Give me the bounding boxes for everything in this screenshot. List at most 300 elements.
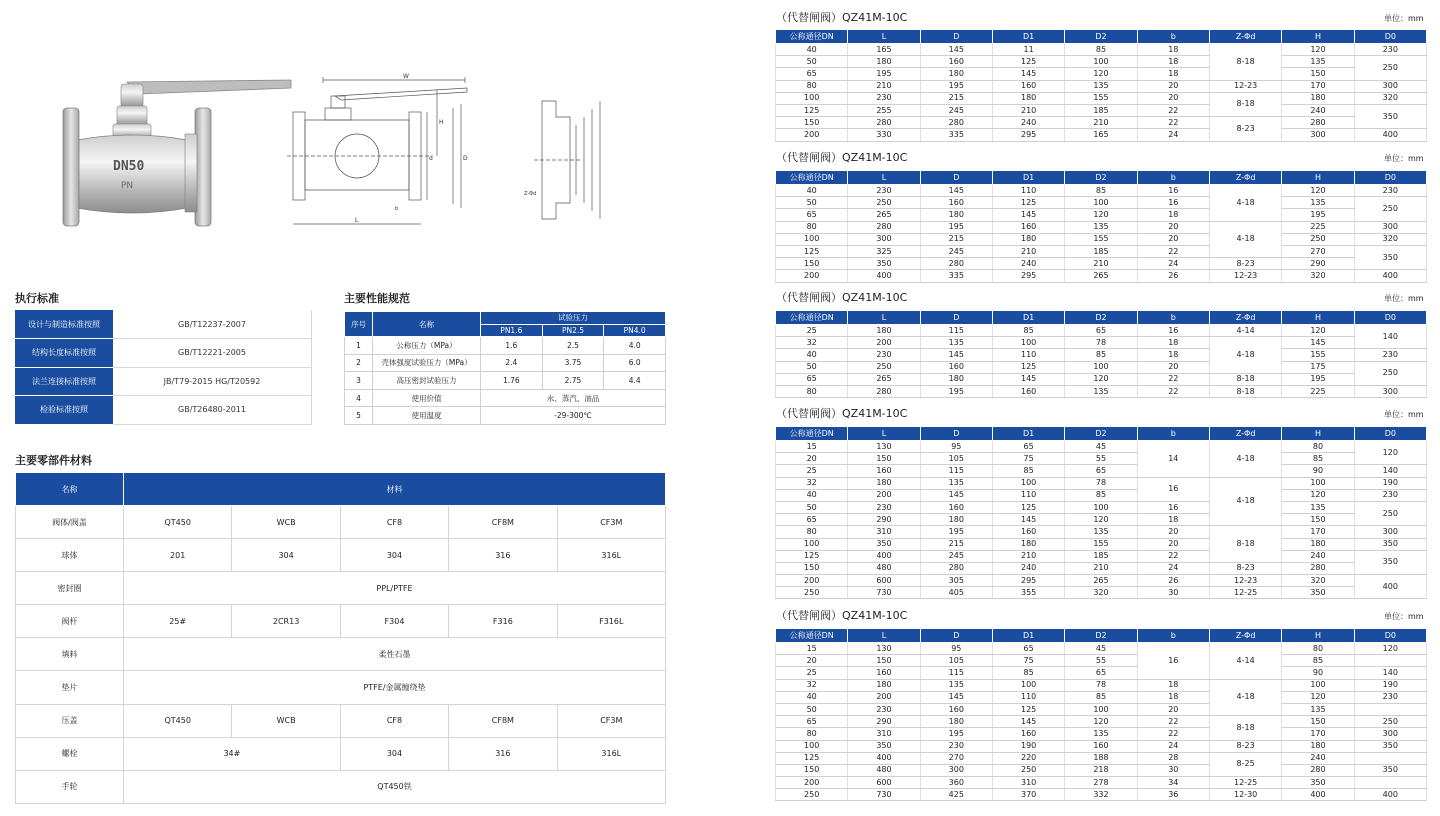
- dim-cell: 150: [848, 453, 920, 465]
- dim-cell: 160: [920, 361, 992, 373]
- dim-cell: 100: [1065, 361, 1137, 373]
- dim-header: 公称通径DN: [776, 311, 848, 325]
- dim-cell: 300: [1282, 129, 1354, 141]
- dim-cell: 185: [1065, 104, 1137, 116]
- dim-cell: 11: [992, 44, 1064, 56]
- material-value: WCB: [232, 704, 340, 737]
- dim-cell: 8-23: [1209, 117, 1281, 141]
- dim-cell: 32: [776, 477, 848, 489]
- dim-table-unit: 单位：mm: [1384, 612, 1424, 621]
- material-value: F304: [340, 605, 448, 638]
- dim-cell: 145: [920, 349, 992, 361]
- dim-cell: 120: [1282, 44, 1354, 56]
- dim-cell: 120: [1065, 716, 1137, 728]
- dim-cell: 300: [1354, 385, 1426, 397]
- dim-header: Z-Φd: [1209, 171, 1281, 185]
- dim-cell: 16: [1137, 477, 1209, 501]
- dim-cell: 85: [1282, 453, 1354, 465]
- svg-text:D: D: [463, 155, 468, 162]
- dim-cell: 145: [1282, 337, 1354, 349]
- material-value: CF3M: [557, 704, 665, 737]
- dim-cell: 135: [1065, 80, 1137, 92]
- dim-cell: 4-18: [1209, 337, 1281, 374]
- dim-cell: 135: [1282, 197, 1354, 209]
- dim-cell: 85: [992, 667, 1064, 679]
- dim-cell: 150: [848, 655, 920, 667]
- standards-row: [15, 339, 312, 368]
- perf-name: 使用温度: [373, 407, 481, 425]
- dim-cell: 135: [1065, 221, 1137, 233]
- dim-cell: 85: [1065, 691, 1137, 703]
- dim-cell: 90: [1282, 667, 1354, 679]
- dim-cell: 180: [920, 373, 992, 385]
- dim-cell: 400: [1282, 789, 1354, 801]
- dim-cell: 215: [920, 233, 992, 245]
- dim-cell: 100: [776, 233, 848, 245]
- dim-cell: 130: [848, 441, 920, 453]
- material-value: 柔性石墨: [124, 638, 666, 671]
- dim-cell: 195: [920, 221, 992, 233]
- dim-cell: 100: [1065, 703, 1137, 715]
- dim-header: D: [920, 311, 992, 325]
- dim-cell: 120: [1354, 643, 1426, 655]
- dim-row: [776, 197, 1427, 209]
- dim-cell: 16: [1137, 501, 1209, 513]
- dim-cell: 255: [848, 104, 920, 116]
- dim-cell: 32: [776, 679, 848, 691]
- dim-header: D: [920, 629, 992, 643]
- dim-cell: 350: [1282, 777, 1354, 789]
- dim-cell: 130: [848, 643, 920, 655]
- dim-cell: 20: [1137, 221, 1209, 233]
- dim-cell: 85: [1065, 44, 1137, 56]
- dim-cell: 195: [920, 385, 992, 397]
- dim-row: [776, 465, 1427, 477]
- dim-cell: 18: [1137, 44, 1209, 56]
- material-part-name: 密封圈: [16, 572, 124, 605]
- dim-cell: 200: [848, 691, 920, 703]
- dim-cell: 22: [1137, 117, 1209, 129]
- svg-text:Z-Φd: Z-Φd: [524, 191, 537, 197]
- dim-cell: 110: [992, 185, 1064, 197]
- dim-cell: 335: [920, 270, 992, 282]
- material-row: [16, 770, 666, 803]
- dim-cell: 8-18: [1209, 385, 1281, 397]
- dim-row: [776, 209, 1427, 221]
- perf-value: -29-300℃: [481, 407, 666, 425]
- dim-cell: 18: [1137, 56, 1209, 68]
- dim-table-title: （代替闸阀）QZ41M-10C: [776, 609, 908, 622]
- dim-cell: 36: [1137, 789, 1209, 801]
- dim-row: [776, 325, 1427, 337]
- dim-cell: 320: [1354, 92, 1426, 104]
- dim-cell: 175: [1282, 361, 1354, 373]
- dim-cell: 250: [776, 587, 848, 599]
- dim-cell: 100: [1065, 56, 1137, 68]
- dim-header: H: [1282, 629, 1354, 643]
- material-value: QT450: [124, 506, 232, 539]
- perf-value: 1.76: [481, 372, 543, 390]
- dim-cell: 350: [1354, 104, 1426, 128]
- dim-cell: 250: [992, 764, 1064, 776]
- dim-header: D0: [1354, 629, 1426, 643]
- material-value: 316L: [557, 539, 665, 572]
- dim-header: b: [1137, 629, 1209, 643]
- perf-header-no: 序号: [345, 312, 373, 337]
- dim-cell: 120: [1282, 325, 1354, 337]
- dim-cell: 215: [920, 92, 992, 104]
- dim-row: [776, 68, 1427, 80]
- dim-table-title: （代替闸阀）QZ41M-10C: [776, 291, 908, 304]
- dim-cell: 22: [1137, 550, 1209, 562]
- dim-cell: 155: [1065, 92, 1137, 104]
- dim-cell: 28: [1137, 752, 1209, 764]
- dim-row: [776, 245, 1427, 257]
- material-row: [16, 572, 666, 605]
- dim-cell: 170: [1282, 526, 1354, 538]
- dim-cell: 100: [1282, 679, 1354, 691]
- dim-cell: 115: [920, 325, 992, 337]
- dim-cell: 65: [776, 68, 848, 80]
- dim-cell: 115: [920, 465, 992, 477]
- dim-cell: 18: [1137, 691, 1209, 703]
- performance-row: [345, 407, 666, 425]
- material-value: F316L: [557, 605, 665, 638]
- dim-cell: 24: [1137, 740, 1209, 752]
- dim-cell: 120: [1282, 185, 1354, 197]
- dim-cell: 400: [1354, 575, 1426, 599]
- material-value: 304: [340, 539, 448, 572]
- dim-row: [776, 514, 1427, 526]
- dim-cell: 18: [1137, 679, 1209, 691]
- dim-cell: 240: [992, 117, 1064, 129]
- dim-cell: 135: [920, 679, 992, 691]
- dim-row: [776, 643, 1427, 655]
- dim-header: H: [1282, 30, 1354, 44]
- material-value: 2CR13: [232, 605, 340, 638]
- dim-cell: 332: [1065, 789, 1137, 801]
- dim-cell: 400: [848, 270, 920, 282]
- dim-cell: 245: [920, 245, 992, 257]
- perf-name: 公称压力（MPa）: [373, 337, 481, 355]
- dim-cell: 65: [1065, 667, 1137, 679]
- dim-cell: 145: [992, 514, 1064, 526]
- dim-cell: 320: [1354, 233, 1426, 245]
- dim-cell: 185: [1065, 245, 1137, 257]
- dim-cell: [1354, 703, 1426, 715]
- dim-cell: 140: [1354, 465, 1426, 477]
- dim-cell: 115: [920, 667, 992, 679]
- dim-cell: 280: [920, 562, 992, 574]
- perf-no: 3: [345, 372, 373, 390]
- dim-cell: 245: [920, 550, 992, 562]
- dim-cell: 8-18: [1209, 92, 1281, 116]
- dim-cell: 280: [1282, 562, 1354, 574]
- dim-cell: 80: [776, 385, 848, 397]
- dim-cell: 160: [992, 385, 1064, 397]
- dim-cell: 160: [920, 501, 992, 513]
- dim-cell: 320: [1065, 587, 1137, 599]
- dim-cell: 150: [1282, 514, 1354, 526]
- dim-header: L: [848, 427, 920, 441]
- dim-cell: 8-18: [1209, 526, 1281, 563]
- dim-cell: 310: [992, 777, 1064, 789]
- dim-header: 公称通径DN: [776, 427, 848, 441]
- dim-cell: 100: [1282, 477, 1354, 489]
- dim-cell: 200: [776, 270, 848, 282]
- dim-cell: 18: [1137, 68, 1209, 80]
- dim-cell: 100: [992, 679, 1064, 691]
- material-part-name: 垫片: [16, 671, 124, 704]
- dim-cell: 155: [1065, 233, 1137, 245]
- dim-header: L: [848, 311, 920, 325]
- dim-cell: 180: [992, 233, 1064, 245]
- dim-cell: 26: [1137, 270, 1209, 282]
- dim-cell: 160: [920, 197, 992, 209]
- dim-cell: 8-18: [1209, 44, 1281, 81]
- dim-row: [776, 221, 1427, 233]
- dim-header: D2: [1065, 311, 1137, 325]
- material-value: 304: [232, 539, 340, 572]
- dim-cell: 85: [1065, 489, 1137, 501]
- dim-cell: 195: [1282, 373, 1354, 385]
- dim-cell: 12-25: [1209, 587, 1281, 599]
- dim-cell: 125: [776, 752, 848, 764]
- dim-cell: 95: [920, 643, 992, 655]
- material-value: 25#: [124, 605, 232, 638]
- dim-cell: 18: [1137, 514, 1209, 526]
- performance-row: [345, 372, 666, 390]
- dim-row: [776, 655, 1427, 667]
- dim-cell: 85: [1282, 655, 1354, 667]
- dim-table-unit: 单位：mm: [1384, 154, 1424, 163]
- dim-cell: 22: [1137, 728, 1209, 740]
- dim-header: L: [848, 30, 920, 44]
- dim-header: D2: [1065, 171, 1137, 185]
- dim-cell: 370: [992, 789, 1064, 801]
- dim-cell: 280: [1282, 117, 1354, 129]
- dim-cell: 120: [1282, 489, 1354, 501]
- dim-cell: 210: [848, 80, 920, 92]
- dim-cell: 50: [776, 56, 848, 68]
- material-value: CF8M: [449, 506, 557, 539]
- dim-cell: 160: [1065, 740, 1137, 752]
- dim-row: [776, 764, 1427, 776]
- dim-cell: 200: [848, 489, 920, 501]
- perf-value: 2.5: [542, 337, 604, 355]
- dim-cell: 125: [776, 104, 848, 116]
- dim-cell: 210: [1065, 258, 1137, 270]
- dim-cell: 425: [920, 789, 992, 801]
- standard-value: GB/T26480-2011: [113, 396, 312, 425]
- material-row: [16, 539, 666, 572]
- dim-cell: 25: [776, 325, 848, 337]
- dim-cell: 20: [1137, 538, 1209, 550]
- dim-cell: 405: [920, 587, 992, 599]
- performance-row: [345, 354, 666, 372]
- dim-row: [776, 777, 1427, 789]
- dim-header: b: [1137, 311, 1209, 325]
- dim-cell: 150: [776, 562, 848, 574]
- flange-side-drawing: [520, 95, 620, 225]
- perf-value: 4.4: [604, 372, 666, 390]
- dim-row: [776, 703, 1427, 715]
- perf-no: 1: [345, 337, 373, 355]
- dim-cell: 18: [1137, 209, 1209, 221]
- material-row: [16, 737, 666, 770]
- dim-cell: 300: [920, 764, 992, 776]
- dim-cell: 180: [920, 209, 992, 221]
- dim-header: D0: [1354, 30, 1426, 44]
- material-row: [16, 638, 666, 671]
- dim-cell: 300: [848, 233, 920, 245]
- dim-row: [776, 44, 1427, 56]
- performance-row: [345, 389, 666, 407]
- dim-header: H: [1282, 171, 1354, 185]
- dim-cell: 22: [1137, 373, 1209, 385]
- dim-cell: 155: [1065, 538, 1137, 550]
- dim-cell: 300: [1354, 728, 1426, 740]
- dim-cell: 200: [776, 575, 848, 587]
- dim-cell: 12-23: [1209, 575, 1281, 587]
- dim-cell: 200: [776, 777, 848, 789]
- material-part-name: 阀体/阀盖: [16, 506, 124, 539]
- dim-cell: 350: [1354, 740, 1426, 752]
- dim-row: [776, 728, 1427, 740]
- dim-cell: 190: [1354, 679, 1426, 691]
- valve-dimension-drawing: [285, 68, 497, 240]
- dim-cell: 400: [1354, 129, 1426, 141]
- dim-cell: 12-25: [1209, 777, 1281, 789]
- dim-cell: 45: [1065, 441, 1137, 453]
- dim-cell: 78: [1065, 477, 1137, 489]
- dim-cell: 80: [1282, 441, 1354, 453]
- dim-row: [776, 501, 1427, 513]
- materials-title: 主要零部件材料: [15, 454, 92, 467]
- dim-cell: 355: [992, 587, 1064, 599]
- material-part-name: 螺栓: [16, 737, 124, 770]
- dim-cell: 280: [920, 117, 992, 129]
- dim-cell: 65: [1065, 465, 1137, 477]
- dim-cell: 290: [848, 514, 920, 526]
- dim-cell: 218: [1065, 764, 1137, 776]
- dim-header: D: [920, 30, 992, 44]
- dim-cell: 20: [776, 453, 848, 465]
- dim-row: [776, 752, 1427, 764]
- dim-cell: 250: [1354, 501, 1426, 525]
- dim-header: D: [920, 171, 992, 185]
- dim-cell: 225: [1282, 385, 1354, 397]
- dim-cell: 120: [1282, 691, 1354, 703]
- dim-cell: 65: [1065, 325, 1137, 337]
- material-part-name: 填料: [16, 638, 124, 671]
- dim-header: D1: [992, 311, 1064, 325]
- material-value: PPL/PTFE: [124, 572, 666, 605]
- dim-cell: 165: [848, 44, 920, 56]
- dim-row: [776, 538, 1427, 550]
- dim-cell: 400: [1354, 270, 1426, 282]
- dim-header: D0: [1354, 427, 1426, 441]
- dim-row: [776, 526, 1427, 538]
- dimension-table: [775, 29, 1427, 142]
- dim-row: [776, 129, 1427, 141]
- dim-cell: 600: [848, 777, 920, 789]
- dim-cell: 230: [1354, 691, 1426, 703]
- standard-value: JB/T79-2015 HG/T20592: [113, 367, 312, 396]
- dim-cell: 350: [1354, 538, 1426, 550]
- dim-cell: 16: [1137, 197, 1209, 209]
- dim-cell: 4-14: [1209, 643, 1281, 680]
- material-value: CF8M: [449, 704, 557, 737]
- dim-cell: 20: [1137, 92, 1209, 104]
- dim-cell: 4-14: [1209, 325, 1281, 337]
- standard-value: GB/T12221-2005: [113, 339, 312, 368]
- dim-table-unit: 单位：mm: [1384, 14, 1424, 23]
- dim-cell: 78: [1065, 337, 1137, 349]
- material-part-name: 阀杆: [16, 605, 124, 638]
- standards-title: 执行标准: [15, 292, 59, 305]
- dim-cell: 145: [920, 691, 992, 703]
- dim-cell: 730: [848, 587, 920, 599]
- dim-cell: 45: [1065, 643, 1137, 655]
- dim-cell: 280: [848, 117, 920, 129]
- dim-cell: 180: [920, 514, 992, 526]
- dim-header: D1: [992, 30, 1064, 44]
- dim-cell: 16: [1137, 643, 1209, 680]
- dim-cell: 270: [1282, 245, 1354, 257]
- standard-label: 法兰连接标准按照: [15, 367, 113, 396]
- dim-cell: 180: [1282, 92, 1354, 104]
- dim-cell: 160: [992, 526, 1064, 538]
- perf-no: 4: [345, 389, 373, 407]
- dim-cell: 145: [920, 185, 992, 197]
- dim-cell: 135: [920, 477, 992, 489]
- dim-cell: 16: [1137, 185, 1209, 197]
- material-value: 316: [449, 539, 557, 572]
- dim-cell: 325: [848, 245, 920, 257]
- dim-cell: 265: [848, 209, 920, 221]
- perf-name: 使用价值: [373, 389, 481, 407]
- dim-row: [776, 489, 1427, 501]
- perf-header-pn: PN2.5: [542, 324, 604, 337]
- dim-cell: 730: [848, 789, 920, 801]
- dim-cell: 350: [848, 538, 920, 550]
- dim-cell: 140: [1354, 667, 1426, 679]
- dim-cell: 85: [992, 325, 1064, 337]
- dim-header: b: [1137, 30, 1209, 44]
- dim-cell: 290: [848, 716, 920, 728]
- dim-cell: 50: [776, 501, 848, 513]
- dim-cell: 150: [1282, 68, 1354, 80]
- dim-cell: 125: [992, 703, 1064, 715]
- dim-cell: 240: [1282, 550, 1354, 562]
- standards-row: [15, 367, 312, 396]
- dim-cell: 310: [848, 526, 920, 538]
- dim-cell: 190: [992, 740, 1064, 752]
- perf-value: 6.0: [604, 354, 666, 372]
- dim-cell: 135: [1065, 526, 1137, 538]
- dim-cell: 400: [848, 550, 920, 562]
- dim-row: [776, 361, 1427, 373]
- dim-cell: 55: [1065, 453, 1137, 465]
- dimension-table: [775, 628, 1427, 801]
- dim-cell: 180: [920, 68, 992, 80]
- dim-cell: 55: [1065, 655, 1137, 667]
- dim-cell: 150: [776, 764, 848, 776]
- dim-cell: 400: [848, 752, 920, 764]
- dim-row: [776, 789, 1427, 801]
- dim-cell: 75: [992, 655, 1064, 667]
